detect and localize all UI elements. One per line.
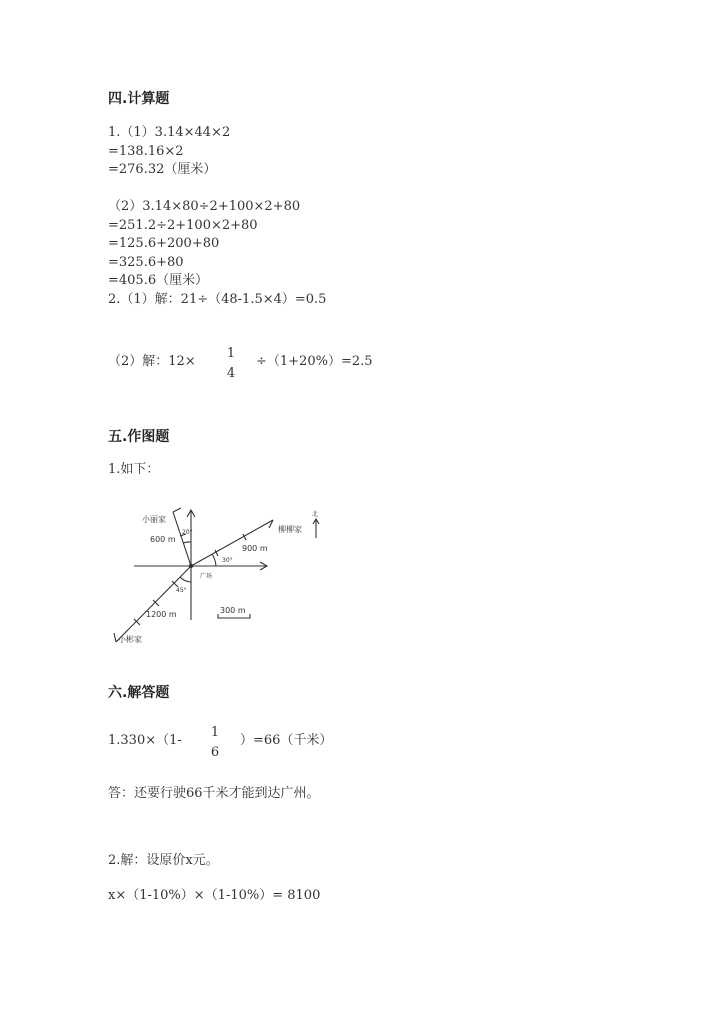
answer-line: 2.解：设原价x元。 [108,853,219,868]
label-xiaoli: 小丽家 [142,515,166,524]
answer-line: 1.如下： [108,462,160,477]
answer-line: =138.16×2 [108,144,184,159]
north-label: 北 [312,511,319,518]
angle-20: 20° [182,529,193,536]
fraction-denominator: 4 [226,366,236,381]
label-liuliu: 柳柳家 [278,525,302,534]
arrow-tip [114,633,116,642]
answer-line: =276.32（厘米） [108,162,217,177]
answer-line: ÷（1+20%）=2.5 [256,354,373,369]
fraction-numerator: 1 [210,725,220,740]
answer-line: =125.6+200+80 [108,236,220,251]
fraction [208,725,222,760]
distance-1200: 1200 m [146,610,177,619]
answer-line: 1.330×（1- [108,733,182,748]
angle-45: 45° [176,587,187,594]
angle-arc-20 [183,542,191,543]
fraction-bar [224,363,238,364]
fraction-denominator: 6 [210,745,220,760]
answer-line: ）=66（千米） [240,733,333,748]
distance-600: 600 m [150,535,176,544]
plaza-point [189,564,193,568]
label-plaza: 广场 [200,573,213,580]
distance-900: 900 m [242,544,268,553]
arrow-tip [173,508,181,512]
answer-line: =325.6+80 [108,255,184,270]
fraction-numerator: 1 [226,346,236,361]
angle-arc-30 [212,554,216,566]
label-xiaobin: 小彬家 [118,635,142,644]
angle-arc-45 [180,577,191,582]
fraction [224,346,238,381]
answer-line: （2）3.14×80÷2+100×2+80 [108,199,301,214]
scale-label: 300 m [220,606,246,615]
fraction-bar [208,742,222,743]
line-to-xiaoli [173,512,191,566]
answer-statement: 答：还要行驶66千米才能到达广州。 [108,786,320,801]
section-title-calculation: 四.计算题 [108,91,170,107]
answer-line: =251.2÷2+100×2+80 [108,218,258,233]
angle-30: 30° [222,557,233,564]
section-title-solution: 六.解答题 [108,685,170,701]
answer-line: x×（1-10%）×（1-10%）= 8100 [108,888,321,903]
answer-line: =405.6（厘米） [108,273,209,288]
answer-line: 1.（1）3.14×44×2 [108,125,231,140]
answer-line: 2.（1）解：21÷（48-1.5×4）=0.5 [108,292,327,307]
tick [134,619,140,625]
direction-diagram [106,500,336,650]
answer-line: （2）解：12× [108,354,196,369]
section-title-drawing: 五.作图题 [108,429,170,445]
